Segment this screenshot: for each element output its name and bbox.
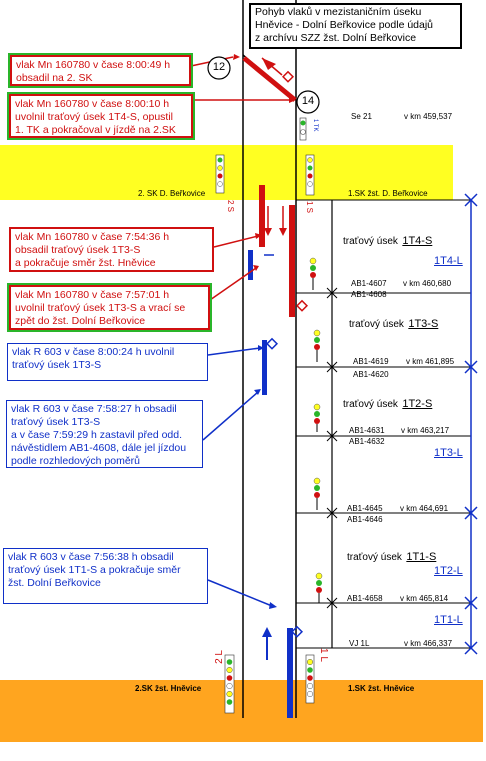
signal-se21-name: Se 21: [351, 112, 372, 121]
track-label-2l: 2 L: [214, 650, 225, 664]
signal-vj1l: VJ 1L: [349, 639, 370, 648]
signal-ab1-4631: AB1-4631: [349, 426, 385, 435]
signal-vj1l-km: v km 466,337: [404, 639, 453, 648]
callout-r603-75827: vlak R 603 v čase 7:58:27 h obsadil traťový úsek 1T3-S a v čase 7:59:29 h zastavil před odd. návěstidlem AB1-4608, dále jel jízdou podle rozhledových poměrů: [6, 400, 203, 468]
station-bottom-left: 2.SK žst. Hněvice: [135, 684, 202, 693]
train-r603-bottom: [287, 628, 293, 718]
bottom-station-signals: [225, 655, 314, 713]
station-bottom-right: 1.SK žst. Hněvice: [348, 684, 415, 693]
train-mn-on-track-1: [289, 205, 295, 317]
signal-ab1-4646: AB1-4646: [347, 515, 383, 524]
code-1t2-l: 1T2-L: [434, 565, 463, 577]
callout-r603-80024: vlak R 603 v čase 8:00:24 h uvolnil traťový úsek 1T3-S: [7, 343, 208, 381]
section-1t1-s: traťový úsek 1T1-S: [347, 551, 437, 563]
signal-km-3: v km 463,217: [401, 426, 450, 435]
signal-km-2: v km 461,895: [406, 357, 455, 366]
code-1t1-l: 1T1-L: [434, 614, 463, 626]
signal-km-1: v km 460,680: [403, 279, 452, 288]
signal-ab1-4658: AB1-4658: [347, 594, 383, 603]
callout-mn-80049: vlak Mn 160780 v čase 8:00:49 h obsadil na 2. SK: [10, 55, 191, 86]
signal-ab1-4645: AB1-4645: [347, 504, 383, 513]
track-label-1tk: 1 TK: [312, 119, 318, 132]
callout-r603-75638: vlak R 603 v čase 7:56:38 h obsadil traťový úsek 1T1-S a pokračuje směr žst. Dolní Beřkovice: [3, 548, 208, 604]
station-top-left: 2. SK D. Beřkovice: [138, 189, 206, 198]
callout-mn-75701: vlak Mn 160780 v čase 7:57:01 h uvolnil traťový úsek 1T3-S a vrací se zpět do žst. Dolní Beřkovice: [9, 285, 210, 330]
marker-14: 14: [301, 95, 315, 107]
track-label-1l: 1 L: [318, 648, 329, 662]
station-top-right: 1.SK žst. D. Beřkovice: [348, 189, 428, 198]
signal-ab1-4608: AB1-4608: [351, 290, 387, 299]
code-1t4-l: 1T4-L: [434, 255, 463, 267]
code-1t3-l: 1T3-L: [434, 447, 463, 459]
section-1t3-s: traťový úsek 1T3-S: [349, 318, 439, 330]
signal-ab1-4632: AB1-4632: [349, 437, 385, 446]
train-r603-left: [248, 250, 253, 280]
section-1t4-s: traťový úsek 1T4-S: [343, 235, 433, 247]
marker-12: 12: [212, 61, 226, 73]
train-mn-on-track-2: [259, 185, 265, 247]
callout-mn-80010: vlak Mn 160780 v čase 8:00:10 h uvolnil traťový úsek 1T4-S, opustil 1. TK a pokračoval v jízdě na 2.SK: [9, 94, 193, 138]
signal-se21-km: v km 459,537: [404, 112, 453, 121]
callout-mn-75436: vlak Mn 160780 v čase 7:54:36 h obsadil traťový úsek 1T3-S a pokračuje směr žst. Hněvice: [9, 227, 214, 272]
signal-ab1-4619: AB1-4619: [353, 357, 389, 366]
signal-km-5: v km 465,814: [400, 594, 449, 603]
signal-ab1-4607: AB1-4607: [351, 279, 387, 288]
track-label-2s: 2 S: [226, 200, 235, 213]
signal-km-4: v km 464,691: [400, 504, 449, 513]
track-label-1s: 1 S: [305, 201, 314, 214]
signal-ab1-4620: AB1-4620: [353, 370, 389, 379]
diagram-title: Pohyb vlaků v mezistaničním úseku Hněvice - Dolní Beřkovice podle údajů z archívu SZZ žst. Dolní Beřkovice: [249, 3, 462, 49]
block-signals: [310, 258, 322, 603]
section-1t2-s: traťový úsek 1T2-S: [343, 398, 433, 410]
signal-icons: [216, 118, 314, 195]
